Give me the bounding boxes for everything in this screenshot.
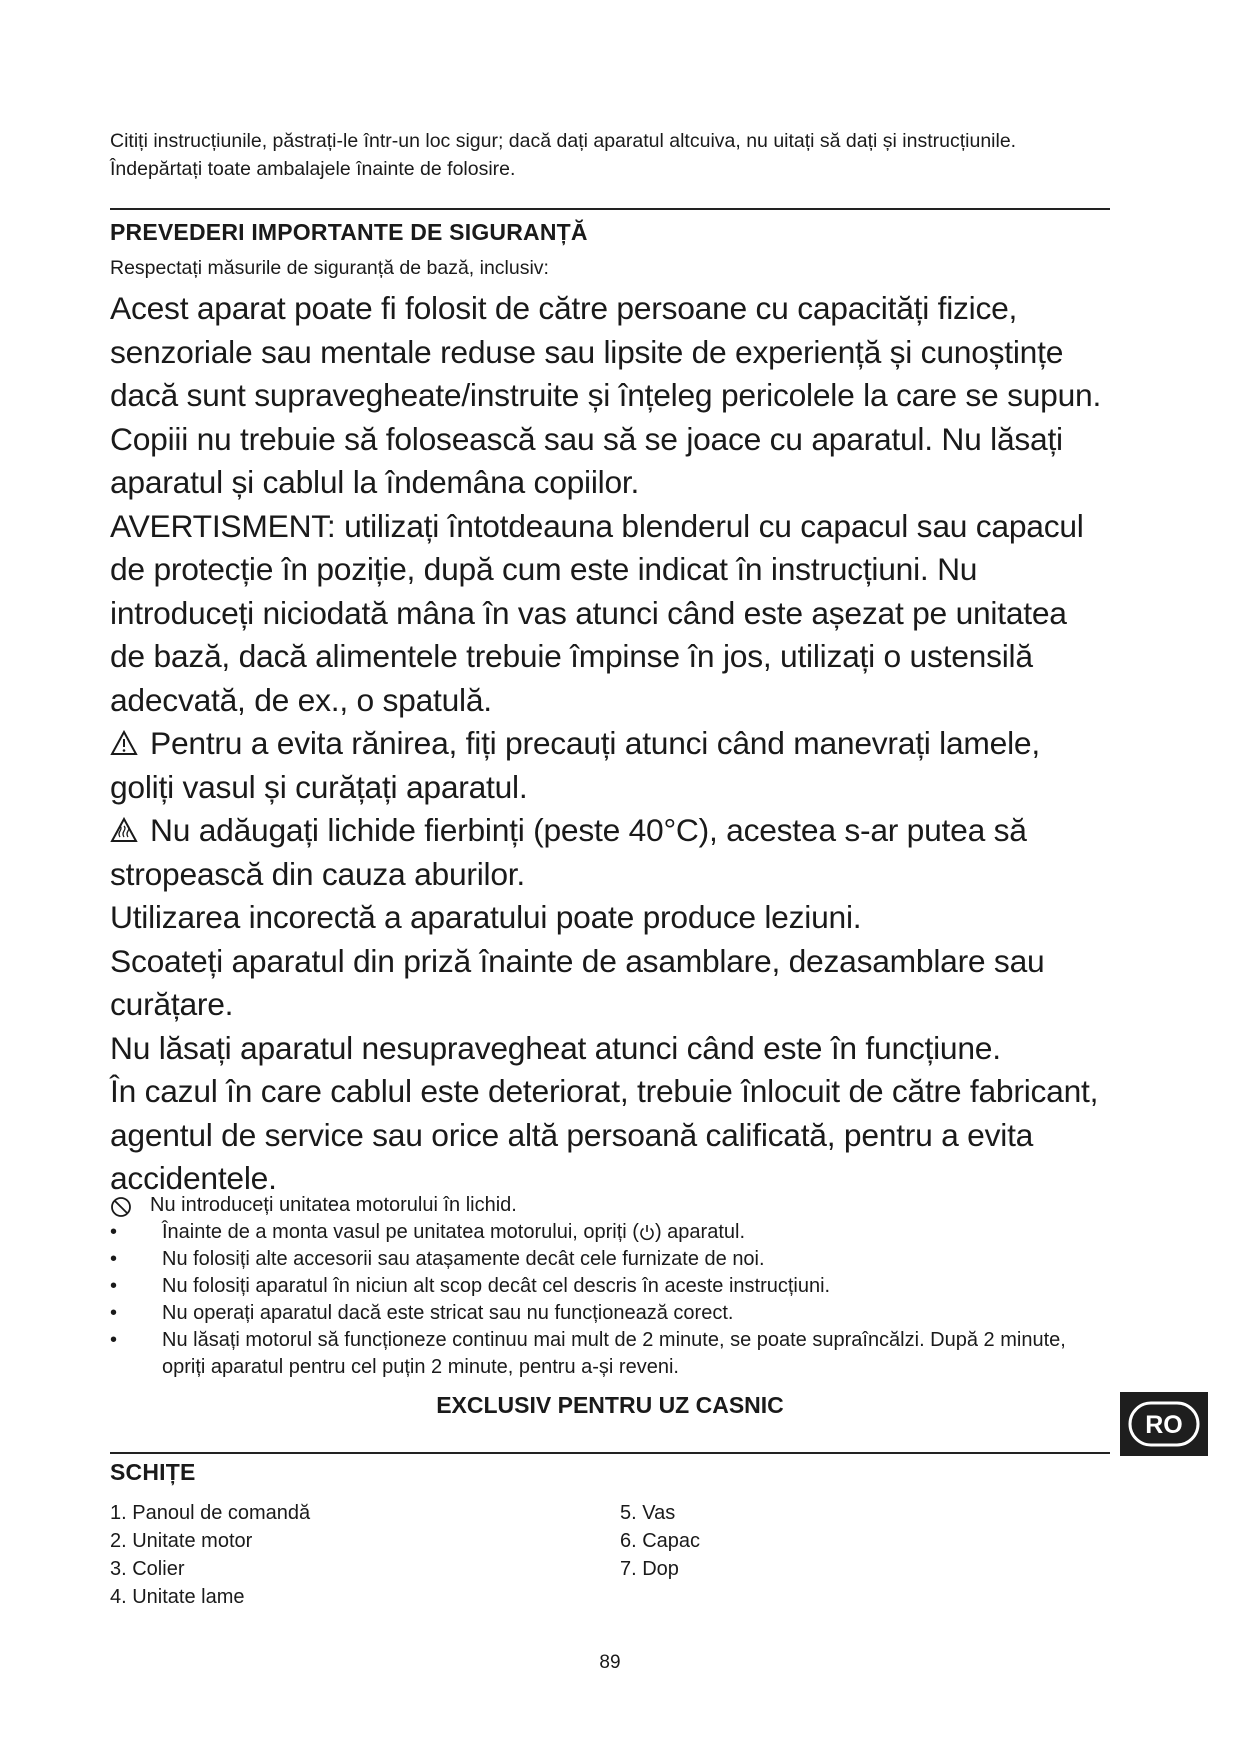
warning-text: Nu adăugați lichide fierbinți (peste 40°C), acestea s-ar putea să stropească din cauza aburilor.: [110, 812, 1027, 892]
part-item: 6. Capac: [620, 1530, 701, 1552]
list-item-text: Înainte de a monta vasul pe unitatea motorului, opriți (: [162, 1221, 639, 1243]
list-item: [110, 1192, 1110, 1219]
intro-line: Citiți instrucțiunile, păstrați-le într-un loc sigur; dacă dați aparatul altcuiva, nu uitați să dați și instrucțiunile.: [110, 130, 1017, 152]
household-use-only: EXCLUSIV PENTRU UZ CASNIC: [436, 1392, 784, 1418]
list-item-text: Nu introduceți unitatea motorului în lichid.: [150, 1194, 517, 1216]
list-item-text: ) aparatul.: [654, 1221, 746, 1243]
bullet: •: [110, 1221, 118, 1243]
warning-paragraph: Scoateți aparatul din priză înainte de asamblare, dezasamblare sau curățare.: [110, 942, 1045, 1022]
part-item: 5. Vas: [620, 1502, 676, 1524]
power-icon: [639, 1223, 655, 1241]
hot-surface-icon: [110, 817, 138, 843]
warning-paragraph: [110, 722, 1110, 809]
warning-paragraph: AVERTISMENT: utilizați întotdeauna blenderul cu capacul sau capacul de protecție în poziție, după cum este indicat în instrucțiuni. Nu introduceți niciodată mâna în vas atunci când este așezat pe unitatea de bază, dacă alimentele trebuie împinse în jos, utilizați o ustensilă adecvată, de ex., o spatulă.: [110, 507, 1084, 718]
safety-title: PREVEDERI IMPORTANTE DE SIGURANȚĂ: [110, 219, 588, 245]
list-item: [110, 1246, 1110, 1273]
divider: [110, 1452, 1110, 1454]
parts-column: [620, 1499, 700, 1583]
part-item: 2. Unitate motor: [110, 1530, 253, 1552]
divider: [110, 208, 1110, 210]
language-code: RO: [1145, 1411, 1183, 1439]
safety-warnings: [110, 287, 1110, 1201]
warning-paragraph: Nu lăsați aparatul nesupravegheat atunci când este în funcțiune.: [110, 1029, 1001, 1066]
safety-bullets: [110, 1192, 1110, 1381]
bullet: •: [110, 1275, 118, 1297]
list-item: [110, 1219, 1110, 1246]
language-badge-graphic: [1120, 1392, 1208, 1456]
warning-paragraph: Utilizarea incorectă a aparatului poate produce leziuni.: [110, 899, 862, 935]
sketches-title: SCHIȚE: [110, 1459, 196, 1485]
intro-line: Îndepărtați toate ambalajele înainte de folosire.: [110, 158, 516, 180]
list-item-text: Nu folosiți alte accesorii sau atașamente decât cele furnizate de noi.: [162, 1248, 765, 1270]
part-item: 4. Unitate lame: [110, 1586, 245, 1608]
list-item-text: Nu lăsați motorul să funcționeze continuu mai mult de 2 minute, se poate supraîncălzi. După 2 minute, opriți aparatul pentru cel puțin 2 minute, pentru a-și reveni.: [162, 1329, 1066, 1378]
parts-column: [110, 1499, 310, 1611]
bullet: •: [110, 1302, 118, 1324]
warning-paragraph: Acest aparat poate fi folosit de către persoane cu capacități fizice, senzoriale sau mentale reduse sau lipsite de experiență și cunoștințe dacă sunt supravegheate/instruite și înțeleg pericolele la care se supun. Copiii nu trebuie să folosească sau să se joace cu aparatul. Nu lăsați aparatul și cablul la îndemâna copiilor.: [110, 290, 1102, 500]
warning-paragraph: În cazul în care cablul este deteriorat, trebuie înlocuit de către fabricant, agentul de service sau orice altă persoană calificată, pentru a evita accidentele.: [110, 1073, 1099, 1196]
part-item: 7. Dop: [620, 1558, 679, 1580]
list-item-text: Nu operați aparatul dacă este stricat sau nu funcționează corect.: [162, 1302, 734, 1324]
part-item: 3. Colier: [110, 1558, 185, 1580]
part-item: 1. Panoul de comandă: [110, 1502, 311, 1524]
list-item: [110, 1273, 1110, 1300]
intro-text: [110, 127, 1110, 183]
warning-triangle-icon: [110, 730, 138, 756]
language-badge: [1120, 1392, 1208, 1456]
no-immersion-icon: [110, 1196, 132, 1218]
page-number: 89: [599, 1652, 621, 1673]
bullet: •: [110, 1329, 118, 1351]
warning-paragraph: [110, 809, 1110, 896]
list-item-text: Nu folosiți aparatul în niciun alt scop decât cel descris în aceste instrucțiuni.: [162, 1275, 831, 1297]
list-item: [110, 1327, 1110, 1381]
safety-subtitle: Respectați măsurile de siguranță de bază, inclusiv:: [110, 257, 549, 279]
list-item: [110, 1300, 1110, 1327]
warning-text: Pentru a evita rănirea, fiți precauți atunci când manevrați lamele, goliți vasul și curățați aparatul.: [110, 725, 1040, 805]
bullet: •: [110, 1248, 118, 1270]
